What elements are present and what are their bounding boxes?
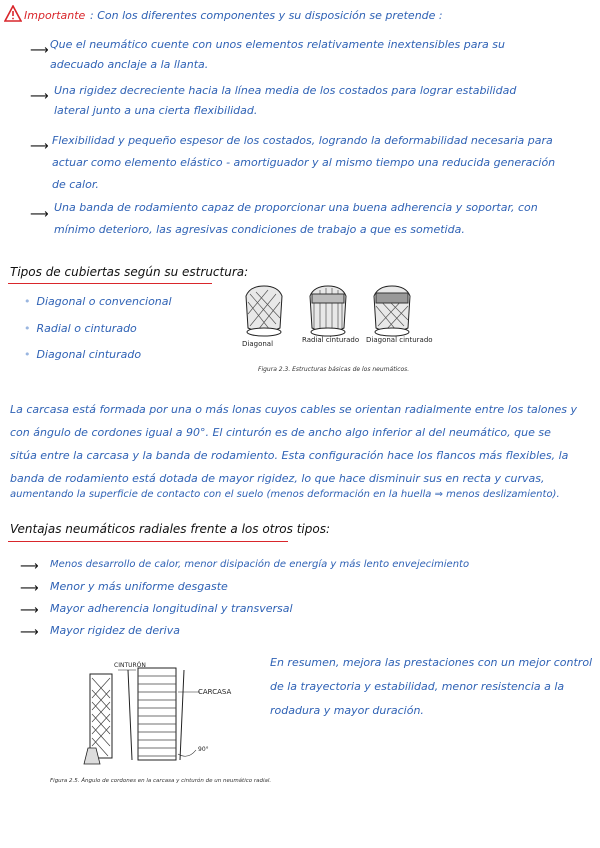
diagonal-belted-tire-drawing: [374, 286, 410, 336]
heading-underline: [8, 541, 288, 542]
ventaja-item: Mayor adherencia longitudinal y transversal: [50, 602, 293, 615]
radial-tire-drawing: [310, 286, 346, 336]
important-item-1-line-2: adecuado anclaje a la llanta.: [50, 58, 209, 71]
summary-line: de la trayectoria y estabilidad, menor resistencia a la: [270, 680, 565, 693]
arrow-icon: ⟶: [20, 625, 39, 640]
figure-label: Radial cinturado: [302, 336, 360, 344]
tipo-item: • Diagonal cinturado: [24, 348, 142, 361]
diagonal-tire-drawing: [246, 286, 282, 336]
tipos-heading: Tipos de cubiertas según su estructura:: [10, 265, 249, 279]
important-item-3-line-2: actuar como elemento elástico - amortiguador y al mismo tiempo una reducida generación: [52, 156, 556, 169]
important-item-2-line-2: lateral junto a una cierta flexibilidad.: [54, 104, 258, 117]
arrow-icon: ⟶: [30, 89, 49, 104]
figure-label: Diagonal cinturado: [366, 336, 433, 344]
arrow-icon: ⟶: [30, 139, 49, 154]
tipo-item: • Diagonal o convencional: [24, 295, 172, 308]
figure-label: 90°: [198, 746, 209, 753]
arrow-icon: ⟶: [30, 207, 49, 222]
arrow-icon: ⟶: [20, 581, 39, 596]
paragraph-line: banda de rodamiento está dotada de mayor rigidez, lo que hace disminuir sus en recta y curvas,: [10, 472, 545, 485]
important-item-2-line-1: Una rigidez decreciente hacia la línea media de los costados para lograr estabilidad: [54, 84, 517, 97]
important-intro: : Con los diferentes componentes y su disposición se pretende :: [90, 9, 443, 22]
figure-caption: Figura 2.5. Ángulo de cordones en la carcasa y cinturón de un neumático radial.: [50, 778, 272, 784]
heading-underline: [8, 283, 212, 284]
tipo-item: • Radial o cinturado: [24, 322, 137, 335]
warning-triangle-icon: [4, 5, 22, 27]
important-item-4-line-2: mínimo deterioro, las agresivas condiciones de trabajo a que es sometida.: [54, 223, 465, 236]
important-item-1-line-1: Que el neumático cuente con unos elementos relativamente inextensibles para su: [50, 38, 505, 51]
paragraph-line: sitúa entre la carcasa y la banda de rodamiento. Esta configuración hace los flancos más flexibles, la: [10, 449, 569, 462]
summary-line: En resumen, mejora las prestaciones con un mejor control: [270, 656, 593, 669]
figure-label: Diagonal: [242, 340, 274, 348]
important-item-3-line-3: de calor.: [52, 178, 99, 191]
figure-label: CARCASA: [198, 688, 232, 696]
important-label: Importante: [24, 9, 86, 22]
paragraph-line: aumentando la superficie de contacto con el suelo (menos deformación en la huella ⇒ menos deslizamiento).: [10, 489, 560, 500]
figure-label: CINTURÓN: [114, 662, 146, 669]
figure-caption: Figura 2.3. Estructuras básicas de los neumáticos.: [258, 366, 410, 373]
ventajas-heading: Ventajas neumáticos radiales frente a los otros tipos:: [10, 522, 331, 536]
arrow-icon: ⟶: [20, 603, 39, 618]
important-item-4-line-1: Una banda de rodamiento capaz de proporcionar una buena adherencia y soportar, con: [54, 201, 538, 214]
tire-structures-figure: [236, 284, 438, 376]
paragraph-line: La carcasa está formada por una o más lonas cuyos cables se orientan radialmente entre los talones y: [10, 403, 578, 416]
important-item-3-line-1: Flexibilidad y pequeño espesor de los costados, logrando la deformabilidad necesaria para: [52, 134, 553, 147]
summary-line: rodadura y mayor duración.: [270, 704, 424, 717]
ventaja-item: Mayor rigidez de deriva: [50, 624, 180, 637]
radial-tire-section-drawing: [84, 668, 200, 764]
arrow-icon: ⟶: [30, 43, 49, 58]
arrow-icon: ⟶: [20, 559, 39, 574]
paragraph-line: con ángulo de cordones igual a 90°. El cinturón es de ancho algo inferior al del neumático, que se: [10, 426, 551, 439]
radial-cord-angle-figure: [48, 658, 258, 778]
ventaja-item: Menor y más uniforme desgaste: [50, 580, 228, 593]
ventaja-item: Menos desarrollo de calor, menor disipación de energía y más lento envejecimiento: [50, 559, 470, 570]
